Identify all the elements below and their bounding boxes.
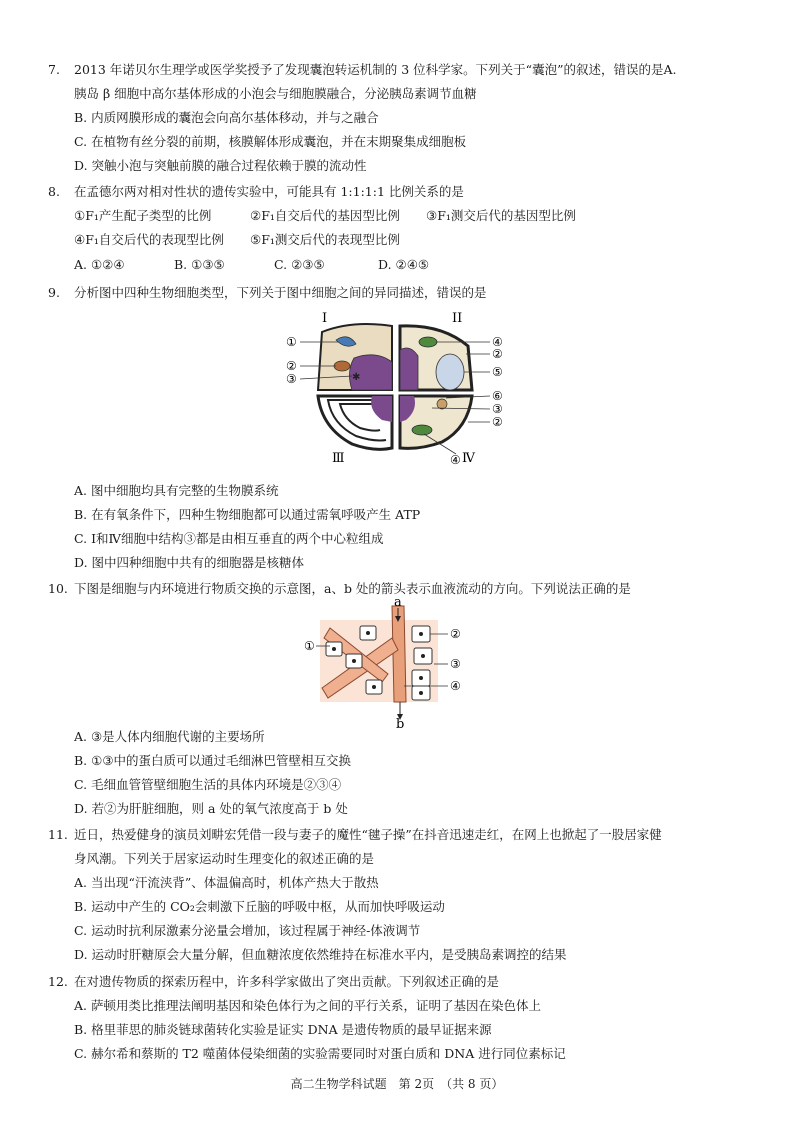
option-d: D. 图中四种细胞中共有的细胞器是核糖体 [74, 555, 305, 570]
question-stem: 在对遗传物质的探索历程中，许多科学家做出了突出贡献。下列叙述正确的是 [74, 974, 500, 989]
option-b: B. 格里菲思的肺炎链球菌转化实验是证实 DNA 是遗传物质的最早证据来源 [74, 1022, 492, 1037]
callout-4-bottom: ④ [450, 453, 461, 467]
label-i: I [322, 311, 328, 326]
option-c: C. 毛细血管管壁细胞生活的具体内环境是②③④ [74, 777, 342, 792]
label-ii: II [452, 311, 463, 326]
option-b: B. ①③⑤ [174, 257, 225, 272]
option-b: B. ①③中的蛋白质可以通过毛细淋巴管壁相互交换 [74, 753, 352, 768]
option-c: C. 运动时抗利尿激素分泌量会增加，该过程属于神经-体液调节 [74, 923, 421, 938]
question-number: 11. [48, 827, 68, 842]
option-b: B. 在有氧条件下，四种生物细胞都可以通过需氧呼吸产生 ATP [74, 507, 421, 522]
page-footer: 高二生物学科试题 第 2页 （共 8 页） [290, 1077, 504, 1091]
option-a: A. ③是人体内细胞代谢的主要场所 [74, 729, 265, 744]
item-2: ②F₁自交后代的基因型比例 [250, 208, 400, 223]
question-number: 9. [48, 285, 60, 300]
question-stem-cont: 身风潮。下列关于居家运动时生理变化的叙述正确的是 [74, 851, 375, 866]
label-b: b [396, 717, 405, 728]
question-stem: 在孟德尔两对相对性状的遗传实验中，可能具有 1:1:1:1 比例关系的是 [74, 184, 464, 199]
option-c: C. ②③⑤ [274, 257, 325, 272]
callout-3: ③ [450, 657, 461, 671]
item-5: ⑤F₁测交后代的表现型比例 [250, 232, 400, 247]
internal-environment-figure [300, 598, 475, 728]
cell-quadrant-i [318, 324, 392, 390]
question-number: 12. [48, 974, 68, 989]
question-number: 7. [48, 62, 60, 77]
question-stem: 下图是细胞与内环境进行物质交换的示意图，a、b 处的箭头表示血液流动的方向。下列说法正确的是 [74, 581, 631, 596]
option-c: C. 赫尔希和蔡斯的 T2 噬菌体侵染细菌的实验需要同时对蛋白质和 DNA 进行同位素标记 [74, 1046, 566, 1061]
callout-2-left: ② [286, 359, 297, 373]
option-a: A. 图中细胞均具有完整的生物膜系统 [74, 483, 279, 498]
cell-quadrant-iii [318, 396, 392, 449]
callout-3-right: ③ [492, 402, 503, 416]
option-c: C. 在植物有丝分裂的前期，核膜解体形成囊泡，并在末期聚集成细胞板 [74, 134, 467, 149]
callout-2-right: ② [492, 347, 503, 361]
label-iii: Ⅲ [332, 451, 345, 466]
option-a: A. 当出现“汗流浃背”、体温偏高时，机体产热大于散热 [74, 875, 379, 890]
cell-quadrant-ii [400, 326, 472, 390]
callout-2: ② [450, 627, 461, 641]
label-a: a [394, 598, 402, 610]
item-row-2 [74, 228, 754, 252]
callout-5-right: ⑤ [492, 365, 503, 379]
option-a: A. 萨顿用类比推理法阐明基因和染色体行为之间的平行关系，证明了基因在染色体上 [74, 998, 541, 1013]
option-a: A. ①②④ [74, 257, 125, 272]
option-b: B. 运动中产生的 CO₂会刺激下丘脑的呼吸中枢，从而加快呼吸运动 [74, 899, 445, 914]
callout-4: ④ [450, 679, 461, 693]
question-stem: 分析图中四种生物细胞类型，下列关于图中细胞之间的异同描述，错误的是 [74, 285, 487, 300]
option-d: D. 突触小泡与突触前膜的融合过程依赖于膜的流动性 [74, 158, 367, 173]
item-4: ④F₁自交后代的表现型比例 [74, 232, 224, 247]
question-number: 8. [48, 184, 60, 199]
option-b: B. 内质网膜形成的囊泡会向高尔基体移动，并与之融合 [74, 110, 379, 125]
question-number: 10. [48, 581, 68, 596]
question-stem: 2013 年诺贝尔生理学或医学奖授予了发现囊泡转运机制的 3 位科学家。下列关于“囊泡”的叙述，错误的是A. [74, 62, 677, 77]
option-d: D. 运动时肝糖原会大量分解，但血糖浓度依然维持在标准水平内，是受胰岛素调控的结果 [74, 947, 567, 962]
option-a: 胰岛 β 细胞中高尔基体形成的小泡会与细胞膜融合，分泌胰岛素调节血糖 [74, 86, 477, 101]
callout-1: ① [304, 639, 315, 653]
options-row [74, 253, 754, 277]
item-3: ③F₁测交后代的基因型比例 [426, 208, 576, 223]
item-1: ①F₁产生配子类型的比例 [74, 208, 212, 223]
option-d: D. ②④⑤ [378, 257, 430, 272]
callout-1-left: ① [286, 335, 297, 349]
callout-4-right: ④ [492, 335, 503, 349]
callout-3-left: ③ [286, 372, 297, 386]
label-iv: Ⅳ [462, 451, 475, 466]
callout-2b-right: ② [492, 415, 503, 429]
item-row-1 [74, 204, 754, 228]
callout-6-right: ⑥ [492, 389, 503, 403]
question-stem: 近日，热爱健身的演员刘畊宏凭借一段与妻子的魔性“毽子操”在抖音迅速走红，在网上也掀起了一股居家健 [74, 827, 662, 842]
svg-text:✱: ✱ [352, 372, 361, 383]
option-d: D. 若②为肝脏细胞，则 a 处的氧气浓度高于 b 处 [74, 801, 348, 816]
option-c: C. Ⅰ和Ⅳ细胞中结构③都是由相互垂直的两个中心粒组成 [74, 531, 384, 546]
cell-types-figure [282, 310, 512, 470]
cell-quadrant-iv [400, 396, 472, 448]
